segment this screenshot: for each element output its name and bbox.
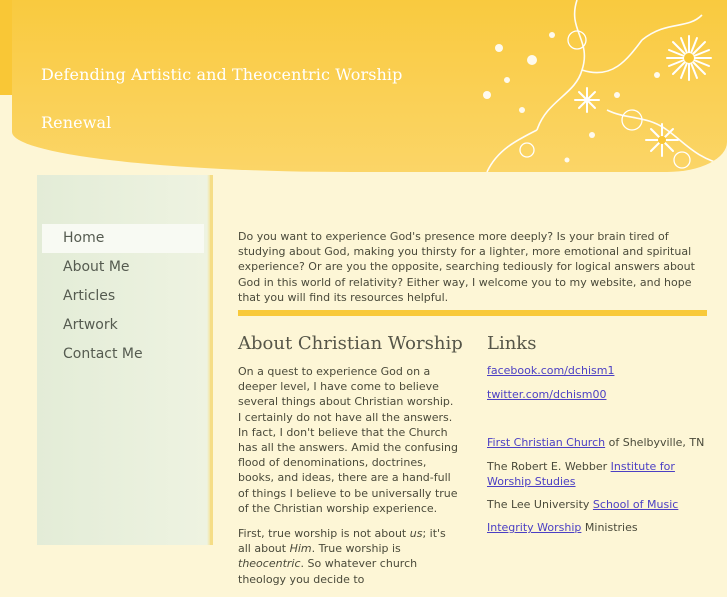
webber-institute-link[interactable]: Institute for Worship Studies bbox=[487, 459, 675, 488]
webber-prefix-text: The Robert E. Webber bbox=[487, 459, 611, 473]
links-list bbox=[487, 363, 712, 543]
main-nav bbox=[42, 224, 204, 369]
nav-item-about-me[interactable]: About Me bbox=[63, 259, 130, 275]
section-divider bbox=[238, 310, 707, 316]
about-paragraph-1: On a quest to experience God on a deeper level, I have come to believe several things about Christian worship. I certainly do not have all the answers. In fact, I don't believe that the Church has all the answers. Amid the confusing flood of denominations, doctrines, books, and ideas, there are a hand-full of things I believe to be universally true of the Christian worship experience. bbox=[238, 365, 458, 515]
site-title[interactable] bbox=[41, 51, 421, 147]
about-p2-part-a: First, true worship is not about bbox=[238, 527, 410, 541]
site-title-line-1: Defending Artistic and Theocentric Worship bbox=[41, 65, 403, 84]
nav-item-contact-me[interactable]: Contact Me bbox=[63, 346, 143, 362]
nav-item-artwork[interactable]: Artwork bbox=[63, 317, 118, 333]
about-p2-part-b: ; it's all about bbox=[238, 527, 446, 556]
nav-item-home[interactable]: Home bbox=[42, 224, 204, 253]
first-christian-church-link[interactable]: First Christian Church bbox=[487, 436, 606, 450]
about-heading: About Christian Worship bbox=[238, 333, 463, 354]
floral-decoration-icon bbox=[427, 0, 727, 172]
integrity-worship-link[interactable]: Integrity Worship bbox=[487, 521, 582, 535]
links-heading: Links bbox=[487, 333, 537, 354]
twitter-link[interactable]: twitter.com/dchism00 bbox=[487, 388, 607, 402]
about-p2-theocentric: theocentric bbox=[238, 557, 301, 571]
integrity-suffix-text: Ministries bbox=[581, 521, 638, 535]
about-p2-part-d: . So whatever church theology you decide to bbox=[238, 557, 418, 586]
facebook-link[interactable]: facebook.com/dchism1 bbox=[487, 364, 615, 377]
about-p2-part-c: . True worship is bbox=[311, 542, 401, 556]
about-p2-him: Him bbox=[289, 542, 312, 556]
about-p2-us: us bbox=[409, 527, 423, 541]
about-paragraph-2 bbox=[238, 526, 460, 587]
nav-item-articles[interactable]: Articles bbox=[63, 288, 116, 304]
site-header bbox=[12, 0, 727, 172]
fcc-location-text: of Shelbyville, TN bbox=[605, 436, 705, 450]
site-title-line-2: Renewal bbox=[41, 113, 112, 132]
school-of-music-link[interactable]: School of Music bbox=[592, 498, 679, 512]
about-text bbox=[238, 364, 460, 597]
intro-text: Do you want to experience God's presence more deeply? Is your brain tired of studying about God, making you thirsty for a lighter, more emotional and spiritual experience? Or are you the opposite, searching tediously for logical answers about God in this world of relativity? Either way, I welcome you to my website, and hope that you will find its resources helpful. bbox=[238, 230, 695, 304]
lee-prefix-text: The Lee University bbox=[487, 498, 593, 512]
